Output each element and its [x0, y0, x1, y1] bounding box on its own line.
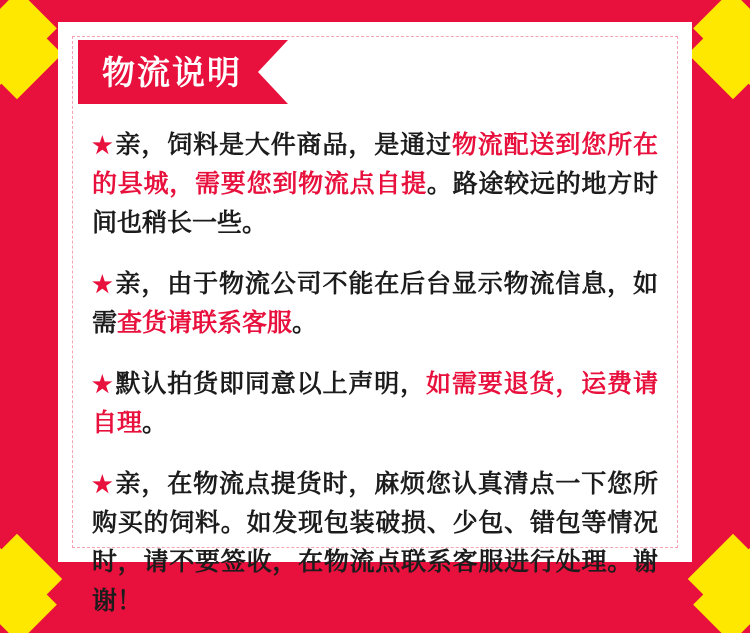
star-bullet-icon: ★ — [92, 471, 114, 497]
star-bullet-icon: ★ — [92, 371, 114, 397]
paragraph-run-highlight: 查货请联系客服 — [117, 309, 293, 337]
paragraph-run-plain: 亲，在物流点提货时，麻烦您认真清点一下您所购买的饲料。如发现包装破损、少包、错包等情况时，请不要签收，在物流点联系客服进行处理。谢谢！ — [92, 470, 658, 615]
notice-body — [92, 126, 658, 621]
star-bullet-icon: ★ — [92, 271, 114, 297]
paragraph-run-highlight: 如需要退货，运费请自理 — [92, 370, 658, 437]
paragraph-run-plain: 默认拍货即同意以上声明， — [115, 370, 426, 398]
notice-paragraph — [92, 265, 658, 343]
paragraph-run-plain: 。路途较远的地方时间也稍长一些。 — [92, 170, 658, 237]
paragraph-run-plain: 亲，饲料是大件商品，是通过 — [115, 131, 452, 159]
paragraph-run-plain: 。 — [142, 409, 168, 437]
star-bullet-icon: ★ — [92, 132, 114, 158]
notice-paragraph — [92, 126, 658, 243]
notice-card — [58, 22, 692, 615]
page-title: 物流说明 — [102, 53, 242, 91]
title-flag-shape — [78, 40, 288, 104]
paragraph-run-plain: 亲，由于物流公司不能在后台显示物流信息，如需 — [92, 270, 658, 337]
paragraph-run-highlight: 物流配送到您所在的县城，需要您到物流点自提 — [92, 131, 658, 198]
title-banner — [78, 40, 288, 104]
paragraph-run-plain: 。 — [292, 309, 318, 337]
notice-paragraph — [92, 465, 658, 621]
notice-paragraph — [92, 365, 658, 443]
